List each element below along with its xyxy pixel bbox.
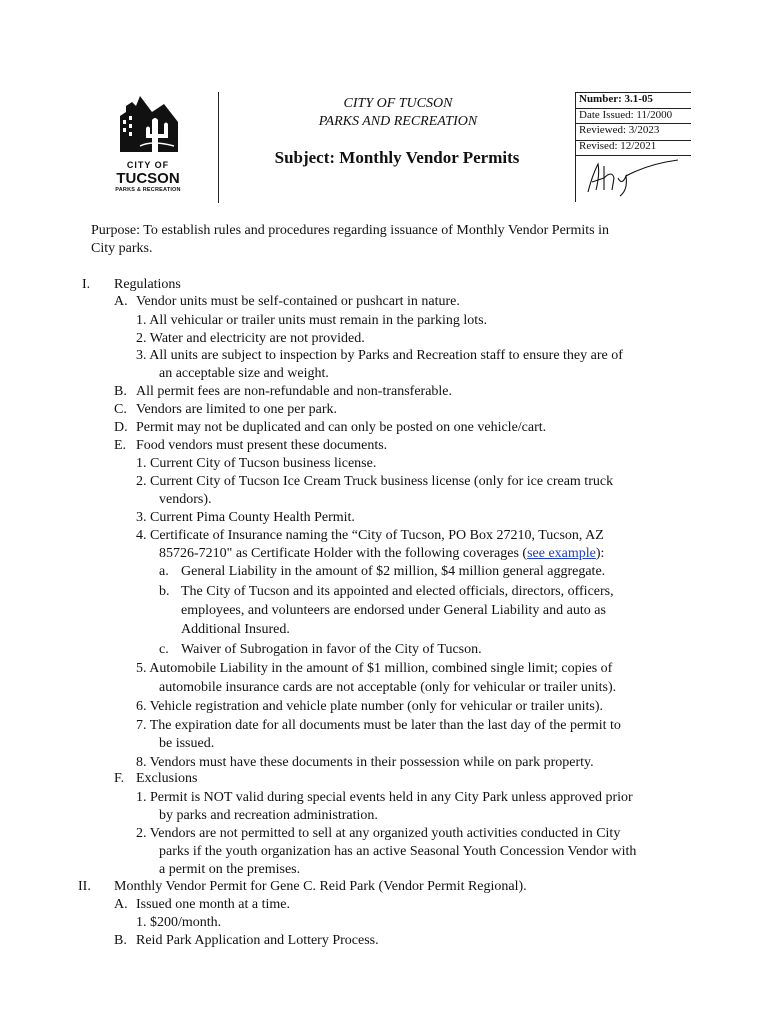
see-example-link[interactable]: see example bbox=[527, 546, 596, 561]
section-2-title: Monthly Vendor Permit for Gene C. Reid Park (Vendor Permit Regional). bbox=[114, 879, 527, 894]
sub-item-text: General Liability in the amount of $2 million, $4 million general aggregate. bbox=[181, 564, 606, 579]
item-text: All permit fees are non-refundable and non-transferable. bbox=[136, 384, 453, 399]
item-text: Issued one month at a time. bbox=[136, 897, 290, 912]
item-marker: C. bbox=[114, 402, 127, 417]
list-item-continuation: a permit on the premises. bbox=[159, 862, 301, 877]
list-item-continuation: be issued. bbox=[159, 736, 215, 751]
sub-item-text: Waiver of Subrogation in favor of the City of Tucson. bbox=[181, 642, 482, 657]
document-info-box bbox=[575, 92, 691, 202]
section-2-numeral: II. bbox=[78, 879, 91, 894]
item-marker: E. bbox=[114, 438, 127, 453]
item-text: Permit may not be duplicated and can only be posted on one vehicle/cart. bbox=[136, 420, 547, 435]
list-item: 1. Permit is NOT valid during special events held in any City Park unless approved prior bbox=[136, 790, 633, 805]
item-text: Vendor units must be self-contained or pushcart in nature. bbox=[136, 294, 460, 309]
item-text: Exclusions bbox=[136, 771, 198, 786]
list-item: 1. Current City of Tucson business license. bbox=[136, 456, 377, 471]
list-item-continuation: vendors). bbox=[159, 492, 212, 507]
date-revised: Revised: 12/2021 bbox=[579, 140, 657, 152]
logo-parks-label: PARKS & RECREATION bbox=[115, 187, 181, 193]
purpose-line-2: City parks. bbox=[91, 241, 153, 256]
item-text: Reid Park Application and Lottery Process. bbox=[136, 933, 379, 948]
item-marker: A. bbox=[114, 897, 128, 912]
coverage-intro: 85726-7210" as Certificate Holder with the following coverages ( bbox=[159, 546, 528, 561]
list-item: 5. Automobile Liability in the amount of $1 million, combined single limit; copies of bbox=[136, 661, 613, 676]
list-item-continuation: an acceptable size and weight. bbox=[159, 366, 329, 381]
list-item: 2. Vendors are not permitted to sell at any organized youth activities conducted in City bbox=[136, 826, 621, 841]
item-marker: B. bbox=[114, 384, 127, 399]
list-item: 1. $200/month. bbox=[136, 915, 222, 930]
org-line-1: CITY OF TUCSON bbox=[343, 96, 453, 111]
list-item: 8. Vendors must have these documents in their possession while on park property. bbox=[136, 755, 594, 770]
org-line-2: PARKS AND RECREATION bbox=[318, 114, 478, 129]
item-marker: F. bbox=[114, 771, 125, 786]
list-item: 7. The expiration date for all documents must be later than the last day of the permit to bbox=[136, 718, 621, 733]
sub-item-continuation: Additional Insured. bbox=[181, 622, 290, 637]
date-issued: Date Issued: 11/2000 bbox=[579, 109, 673, 121]
item-marker: D. bbox=[114, 420, 128, 435]
list-item: 3. Current Pima County Health Permit. bbox=[136, 510, 355, 525]
section-1-title: Regulations bbox=[114, 277, 181, 292]
list-item: 6. Vehicle registration and vehicle plate number (only for vehicular or trailer units). bbox=[136, 699, 604, 714]
sub-item-marker: a. bbox=[159, 564, 169, 579]
date-reviewed: Reviewed: 3/2023 bbox=[579, 124, 660, 136]
signature bbox=[578, 156, 688, 200]
list-item-continuation: automobile insurance cards are not acceptable (only for vehicular or trailer units). bbox=[159, 680, 617, 695]
item-marker: A. bbox=[114, 294, 128, 309]
list-item-continuation bbox=[159, 545, 604, 563]
coverage-close: ): bbox=[595, 546, 605, 561]
item-marker: B. bbox=[114, 933, 127, 948]
purpose-line-1: Purpose: To establish rules and procedures regarding issuance of Monthly Vendor Permits in bbox=[91, 223, 609, 238]
org-heading bbox=[298, 95, 498, 131]
sub-item-marker: c. bbox=[159, 642, 169, 657]
sub-item-continuation: employees, and volunteers are endorsed under General Liability and auto as bbox=[181, 603, 606, 618]
item-text: Vendors are limited to one per park. bbox=[136, 402, 337, 417]
list-item: 1. All vehicular or trailer units must remain in the parking lots. bbox=[136, 313, 488, 328]
list-item-continuation: parks if the youth organization has an active Seasonal Youth Concession Vendor with bbox=[159, 844, 637, 859]
section-1-numeral: I. bbox=[82, 277, 91, 292]
document-number: Number: 3.1-05 bbox=[579, 93, 653, 105]
sub-item-marker: b. bbox=[159, 584, 170, 599]
document-subject: Subject: Monthly Vendor Permits bbox=[274, 148, 520, 167]
list-item: 4. Certificate of Insurance naming the “City of Tucson, PO Box 27210, Tucson, AZ bbox=[136, 528, 604, 543]
item-text: Food vendors must present these documents. bbox=[136, 438, 388, 453]
list-item-continuation: by parks and recreation administration. bbox=[159, 808, 378, 823]
list-item: 2. Current City of Tucson Ice Cream Truck business license (only for ice cream truck bbox=[136, 474, 614, 489]
list-item: 3. All units are subject to inspection by Parks and Recreation staff to ensure they are of bbox=[136, 348, 623, 363]
list-item: 2. Water and electricity are not provided. bbox=[136, 331, 365, 346]
logo-city-label: CITY OF bbox=[126, 160, 170, 170]
header-divider bbox=[218, 92, 219, 203]
logo-tucson-label: TUCSON bbox=[116, 170, 180, 187]
sub-item-text: The City of Tucson and its appointed and elected officials, directors, officers, bbox=[181, 584, 614, 599]
